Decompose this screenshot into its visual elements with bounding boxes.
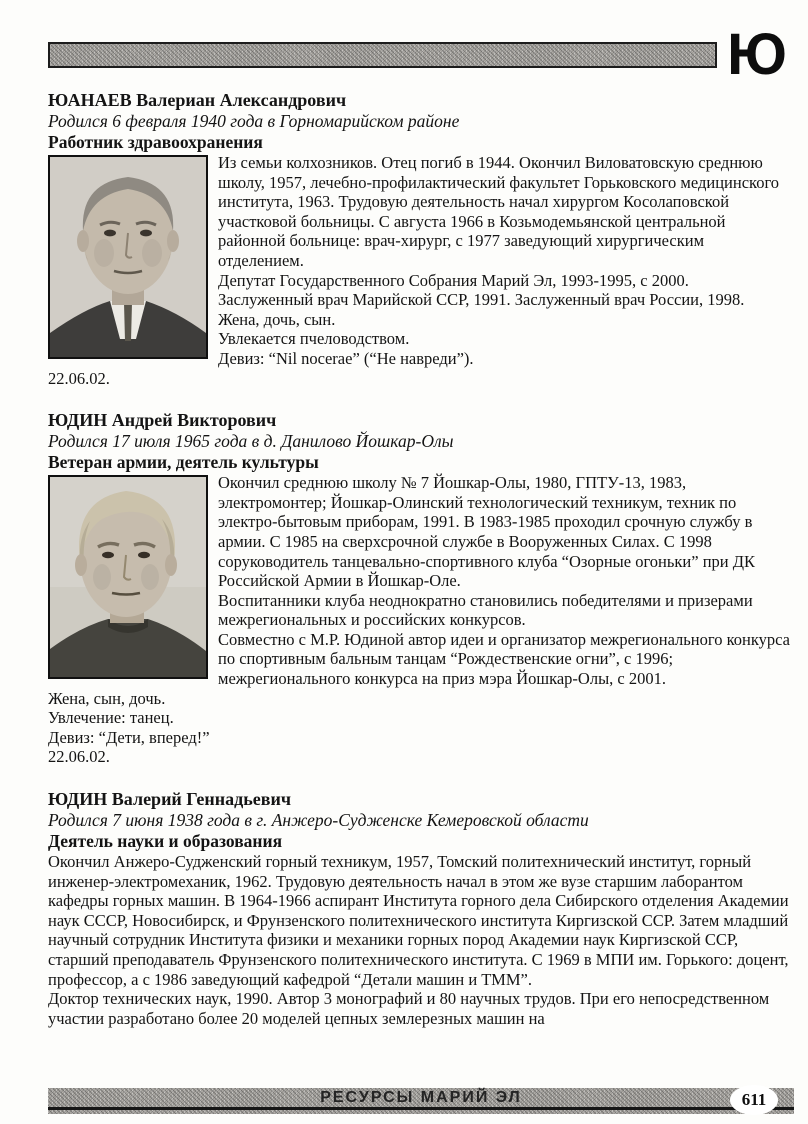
body-paragraph: Увлекается пчеловодством. [218, 329, 410, 349]
entry-birth-line: Родился 7 июня 1938 года в г. Анжеро-Судженске Кемеровской области [48, 810, 589, 831]
footer-decorative-bar [48, 1088, 794, 1114]
entry-name: ЮДИН Валерий Геннадьевич [48, 789, 291, 810]
body-paragraph: Увлечение: танец. [48, 708, 174, 728]
date-line: 22.06.02. [48, 368, 110, 388]
footer-title: РЕСУРСЫ МАРИЙ ЭЛ [320, 1089, 522, 1106]
bio-entry [48, 90, 790, 388]
date-line: 22.06.02. [48, 747, 110, 767]
section-letter: Ю [727, 22, 785, 87]
motto-line: Девиз: “Nil nocerae” (“Не навреди”). [218, 348, 474, 368]
portrait-photo [48, 155, 208, 359]
entry-body [48, 473, 790, 767]
page-footer [48, 1088, 794, 1114]
body-paragraph: Доктор технических наук, 1990. Автор 3 монографий и 80 научных трудов. При его непосредственном участии разработано более 20 моделей цепных землерезных машин на [48, 989, 770, 1028]
body-paragraph: Депутат Государственного Собрания Марий Эл, 1993-1995, с 2000. [218, 270, 689, 290]
body-paragraph: Жена, дочь, сын. [218, 309, 336, 329]
entry-heading [48, 410, 790, 473]
entry-heading [48, 789, 790, 852]
entry-birth-line: Родился 17 июля 1965 года в д. Данилово Йошкар-Олы [48, 431, 454, 452]
page-number-badge: 611 [730, 1085, 778, 1115]
entry-body [48, 153, 790, 388]
motto-line: Девиз: “Дети, вперед!” [48, 727, 210, 747]
bio-entry [48, 789, 790, 1028]
entry-role-line: Ветеран армии, деятель культуры [48, 452, 319, 473]
header-decorative-bar [48, 42, 717, 68]
entry-role-line: Работник здравоохранения [48, 132, 263, 152]
entry-name: ЮДИН Андрей Викторович [48, 410, 277, 431]
body-paragraph: Воспитанники клуба неоднократно становились победителями и призерами межрегиональных и российских конкурсов. [218, 590, 753, 630]
entry-birth-line: Родился 6 февраля 1940 года в Горномарийском районе [48, 111, 460, 131]
entry-heading [48, 90, 790, 153]
footer-rule-line [48, 1107, 794, 1110]
body-paragraph: Заслуженный врач Марийской ССР, 1991. Заслуженный врач России, 1998. [218, 290, 745, 310]
entry-body [48, 852, 790, 1028]
body-paragraph: Из семьи колхозников. Отец погиб в 1944. Окончил Виловатовскую среднюю школу, 1957, лечебно-профилактический факультет Горьковского медицинского института, 1963. Трудовую деятельность начал хирургом Косолаповской участковой больницы. С августа 1966 в Козьмодемьянской центральной районной больнице: врач-хирург, с 1977 заведующий хирургическим отделением. [218, 153, 780, 270]
section-header [48, 22, 790, 87]
body-paragraph: Жена, сын, дочь. [48, 688, 166, 708]
body-paragraph: Окончил Анжеро-Судженский горный техникум, 1957, Томский политехнический институт, горный инженер-электромеханик, 1962. Трудовую деятельность начал в этом же вузе старшим лаборантом кафедры горных машин. В 1964-1966 аспирант Института горного дела Сибирского отделения Академии наук СССР, Новосибирск, и Фрунзенского политехнического института Киргизской ССР. Затем младший научный сотрудник Института физики и механики горных пород Академии наук Киргизской ССР, старший преподаватель Фрунзенского политехнического института. С 1969 в МПИ им. Горького: доцент, профессор, а с 1986 заведующий кафедрой “Детали машин и ТММ”. [48, 852, 789, 989]
entry-name: ЮАНАЕВ Валериан Александрович [48, 90, 347, 110]
bio-entry [48, 410, 790, 767]
body-paragraph: Совместно с М.Р. Юдиной автор идеи и организатор межрегионального конкурса по спортивным бальным танцам “Рождественские огни”, с 1996; межрегионального конкурса на приз мэра Йошкар-Олы, с 2001. [218, 629, 791, 689]
portrait-photo [48, 475, 208, 679]
body-paragraph: Окончил среднюю школу № 7 Йошкар-Олы, 1980, ГПТУ-13, 1983, электромонтер; Йошкар-Олинский технологический техникум, техник по электро-бытовым приборам, 1991. В 1983-1985 проходил срочную службу в армии. С 1985 на сверхсрочной службе в Вооруженных Силах. С 1998 соруководитель танцевально-спортивного клуба “Озорные огоньки” при ДК Российской Армии в Йошкар-Оле. [218, 473, 756, 591]
entry-role-line: Деятель науки и образования [48, 831, 283, 852]
